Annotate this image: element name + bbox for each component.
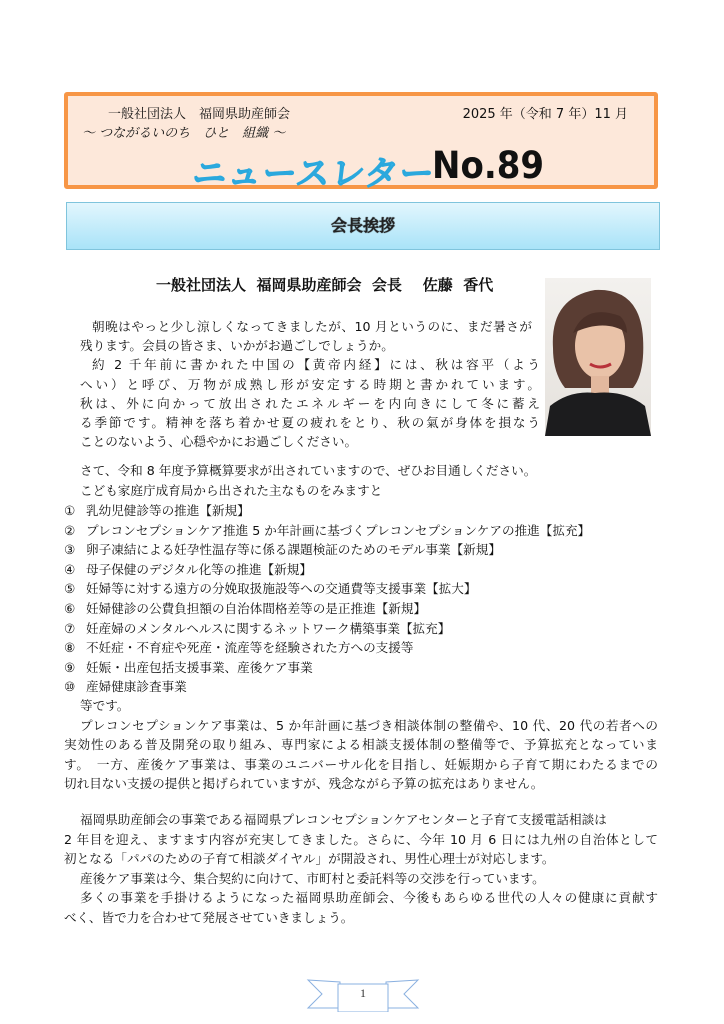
list-item-number: ④ bbox=[64, 561, 76, 577]
paragraph-line: 朝晩はやっと少し涼しくなってきましたが、10 月というのに、まだ暑さが bbox=[92, 319, 532, 334]
section-title: 会長挨拶 bbox=[66, 202, 660, 250]
list-item-text: 乳幼児健診等の推進【新規】 bbox=[86, 503, 250, 518]
list-item-text: 産婦健康診査事業 bbox=[86, 679, 187, 695]
list-item-number: ① bbox=[64, 503, 76, 518]
paragraph-line: す。 一方、産後ケア事業は、事業のユニバーサル化を目指し、妊娠期から子育て期にわたるまでの bbox=[64, 756, 658, 772]
list-item-text: 妊娠・出産包括支援事業、産後ケア事業 bbox=[86, 659, 313, 675]
list-item-number: ③ bbox=[64, 542, 76, 558]
motto: ～ つながるいのち ひと 組織 ～ bbox=[82, 126, 286, 141]
list-item-text: プレコンセプションケア推進 5 か年計画に基づくプレコンセプションケアの推進【拡充】 bbox=[86, 522, 591, 538]
paragraph-line: 2 年目を迎え、ますます内容が充実してきました。さらに、今年 10 月 6 日には九州の自治体として bbox=[64, 831, 658, 847]
paragraph-line: こども家庭庁成育局から出された主なものをみますと bbox=[80, 483, 383, 498]
paragraph-line: べく、皆で力を合わせて発展させていきましょう。 bbox=[64, 909, 354, 925]
paragraph-line: る季節です。精神を落ち着かせ夏の疲れをとり、秋の氣が身体を損なう bbox=[80, 415, 540, 430]
paragraph-line: 秋は、外に向かって放出されたエネルギーを内向きにして冬に蓄え bbox=[80, 395, 540, 411]
paragraph-line: 等です。 bbox=[80, 698, 130, 713]
paragraph-line: 多くの事業を手掛けるようになった福岡県助産師会、今後もあらゆる世代の人々の健康に貢献す bbox=[80, 890, 658, 905]
newsletter-title: ニュースレター bbox=[190, 154, 437, 194]
list-item-number: ⑥ bbox=[64, 601, 76, 616]
author-line: 一般社団法人 福岡県助産師会 会長 佐藤 香代 bbox=[156, 276, 494, 294]
issue-date: 2025 年（令和 7 年）11 月 bbox=[462, 107, 628, 122]
list-item-number: ② bbox=[64, 522, 76, 538]
page-number: 1 bbox=[360, 986, 366, 1000]
president-photo bbox=[545, 278, 651, 436]
list-item-text: 不妊症・不育症や死産・流産等を経験された方への支援等 bbox=[86, 640, 414, 656]
paragraph-line: 初となる「パパのための子育て相談ダイヤル」が開設され、男性心理士が対応します。 bbox=[64, 851, 555, 866]
paragraph-line: 残ります。会員の皆さま、いかがお過ごしでしょうか。 bbox=[80, 338, 394, 354]
list-item-number: ⑤ bbox=[64, 581, 76, 597]
paragraph-line: 産後ケア事業は今、集合契約に向けて、市町村と委託料等の交渉を行っています。 bbox=[80, 870, 545, 886]
list-item-text: 妊婦等に対する遠方の分娩取扱施設等への交通費等支援事業【拡大】 bbox=[86, 581, 477, 597]
list-item-text: 卵子凍結による妊孕性温存等に係る課題検証のためのモデル事業【新規】 bbox=[86, 542, 501, 558]
page-number-ribbon bbox=[298, 970, 428, 1012]
org-name: 一般社団法人 福岡県助産師会 bbox=[108, 107, 291, 122]
paragraph-line: 実効性のある普及開発の取り組み、専門家による相談支援体制の整備等で、予算拡充となっていま bbox=[64, 737, 658, 752]
issue-number: No.89 bbox=[432, 144, 545, 188]
list-item-text: 妊婦健診の公費負担額の自治体間格差等の是正推進【新規】 bbox=[86, 601, 427, 616]
paragraph-line: 約 2 千年前に書かれた中国の【黄帝内経】には、秋は容平（よう bbox=[92, 357, 540, 373]
list-item-number: ⑧ bbox=[64, 640, 76, 656]
paragraph-line: へい）と呼び、万物が成熟し形が安定する時期と書かれています。 bbox=[80, 376, 540, 392]
paragraph-line: ことのないよう、心穏やかにお過ごしください。 bbox=[80, 434, 358, 450]
list-item-text: 妊産婦のメンタルヘルスに関するネットワーク構築事業【拡充】 bbox=[86, 620, 451, 636]
list-item-text: 母子保健のデジタル化等の推進【新規】 bbox=[86, 561, 312, 577]
paragraph-line: さて、令和 8 年度予算概算要求が出されていますので、ぜひお目通しください。 bbox=[80, 463, 537, 478]
paragraph-line: 福岡県助産師会の事業である福岡県プレコンセプションケアセンターと子育て支援電話相談は bbox=[80, 812, 607, 827]
list-item-number: ⑨ bbox=[64, 659, 76, 675]
paragraph-line: 切れ目ない支援の提供と掲げられていますが、残念ながら予算の拡充はありません。 bbox=[64, 776, 544, 791]
list-item-number: ⑦ bbox=[64, 620, 76, 636]
newsletter-header bbox=[64, 92, 658, 194]
list-item-number: ⑩ bbox=[64, 679, 76, 695]
paragraph-line: プレコンセプションケア事業は、5 か年計画に基づき相談体制の整備や、10 代、20 代の若者への bbox=[80, 717, 658, 733]
